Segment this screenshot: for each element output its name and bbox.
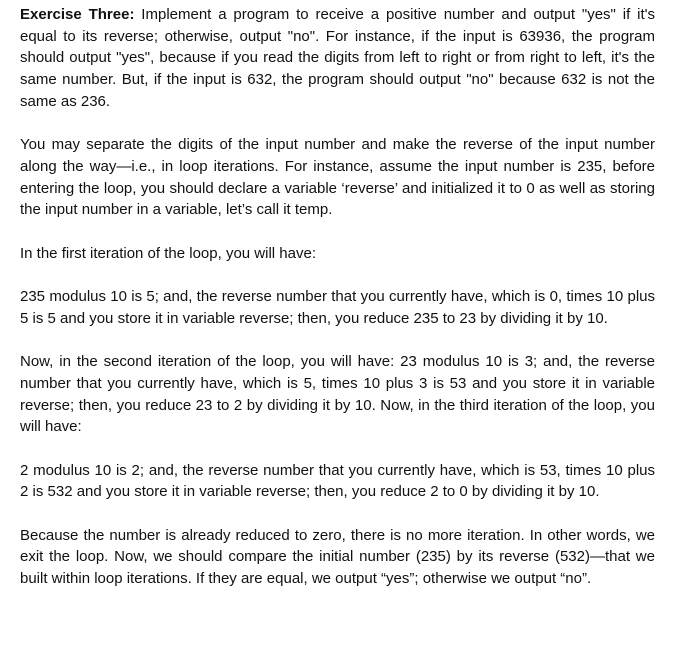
paragraph-digit-separation: You may separate the digits of the input number and make the reverse of the input number along the way—i.e., in loop iterations. For instance, assume the input number is 235, before entering the loop, you should declare a variable ‘reverse’ and initialized it to 0 as well as storing the input number in a variable, let’s call it temp. [20,136,655,219]
exercise-label: Exercise Three: [20,6,135,23]
paragraph-first-iteration-intro: In the first iteration of the loop, you will have: [20,244,316,262]
paragraph-third-iteration: 2 modulus 10 is 2; and, the reverse number that you currently have, which is 53, times 10 plus 2 is 532 and you store it in variable reverse; then, you reduce 2 to 0 by dividing it by 10. [20,461,655,501]
exercise-paragraph [20,4,655,113]
exercise-description: Implement a program to receive a positive number and output "yes" if it's equal to its reverse; otherwise, output "no". For instance, if the input is 63936, the program should output "yes", because if you read the digits from left to right or from right to left, it's the same number. But, if the input is 632, the program should output "no" because 632 is not the same as 236. [20,6,655,110]
paragraph-second-iteration: Now, in the second iteration of the loop, you will have: 23 modulus 10 is 3; and, the reverse number that you currently have, which is 5, times 10 plus 3 is 53 and you store it in variable reverse; then, you reduce 23 to 2 by dividing it by 10. Now, in the third iteration of the loop, you will have: [20,353,655,436]
paragraph-conclusion: Because the number is already reduced to zero, there is no more iteration. In other words, we exit the loop. Now, we should compare the initial number (235) by its reverse (532)—that we built within loop iterations. If they are equal, we output “yes”; otherwise we output “no”. [20,526,655,588]
paragraph-first-iteration: 235 modulus 10 is 5; and, the reverse number that you currently have, which is 0, times 10 plus 5 is 5 and you store it in variable reverse; then, you reduce 235 to 23 by dividing it by 10. [20,288,655,327]
